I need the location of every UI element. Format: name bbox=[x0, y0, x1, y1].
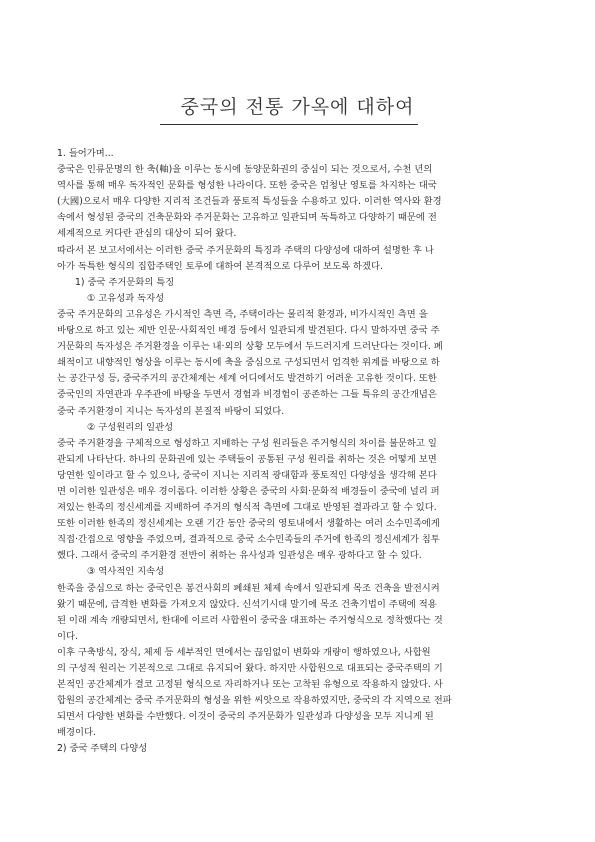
paragraph-line: 중국 주거문화의 고유성은 가시적인 측면 즉, 주택이라는 물리적 환경과, 비가시적인 측면 을 bbox=[57, 308, 428, 320]
paragraph-line: 세계적으로 커다란 관심의 대상이 되어 왔다. bbox=[57, 228, 237, 240]
paragraph-line: 되면서 다양한 변화를 수반했다. 이것이 중국의 주거문화가 일관성과 다양성을 모두 지니게 된 bbox=[57, 711, 434, 723]
paragraph-line: 중국 주거환경을 구체적으로 형성하고 지배하는 구성 원리들은 주거형식의 차이를 불문하고 일 bbox=[57, 437, 437, 449]
paragraph-line: 따라서 본 보고서에서는 이러한 중국 주거문화의 특징과 주택의 다양성에 대하여 설명한 후 나 bbox=[57, 244, 434, 256]
paragraph-line: 된 이래 계속 개량되면서, 한대에 이르러 사합원이 중국을 대표하는 주거형식으로 정착했다는 것 bbox=[57, 614, 443, 626]
item-heading: ② 구성원리의 일관성 bbox=[87, 421, 174, 433]
paragraph-line: 의 구성적 원리는 기본적으로 그대로 유지되어 왔다. 하지만 사합원으로 대표되는 중국주택의 기 bbox=[57, 663, 443, 674]
paragraph-line: 중국인의 자연관과 우주관에 바탕을 두면서 경험과 비경험이 공존하는 그들 특유의 공간개념은 bbox=[57, 389, 437, 401]
item-heading: ③ 역사적인 지속성 bbox=[87, 566, 165, 578]
paragraph-line: 아가 독특한 형식의 집합주택인 토루에 대하여 본격적으로 다루어 보도록 하겠다. bbox=[57, 260, 383, 272]
paragraph-line: 바탕으로 하고 있는 제반 인문·사회적인 배경 등에서 일관되게 발견된다. 다시 말하자면 중국 주 bbox=[57, 325, 440, 337]
paragraph-line: (大國)으로서 매우 다양한 지리적 조건들과 풍토적 특성들을 수용하고 있다. 이러한 역사와 환경 bbox=[57, 196, 442, 208]
paragraph-line: 중국은 인류문명의 한 축(軸)을 이루는 동시에 동양문화권의 중심이 되는 것으로서, 수천 년의 bbox=[57, 164, 433, 176]
paragraph-line: 했다. 그래서 중국의 주거환경 전반이 취하는 유사성과 일관성은 매우 광하다고 할 수 있다. bbox=[57, 550, 422, 562]
paragraph-line: 역사를 통해 매우 독자적인 문화를 형성한 나라이다. 또한 중국은 엄청난 영토를 차지하는 대국 bbox=[57, 180, 437, 192]
paragraph-line: 쇄적이고 내향적인 형상을 이루는 동시에 축을 중심으로 구성되면서 엄격한 위계를 바탕으로 하 bbox=[57, 357, 440, 369]
paragraph-line: 관되게 나타난다. 하나의 문화권에 있는 주택들이 공통된 구성 원리를 취하는 것은 어떻게 보면 bbox=[57, 453, 437, 465]
paragraph-line: 한족을 중심으로 하는 중국인은 봉건사회의 폐쇄된 체제 속에서 일관되게 목조 건축을 발전시켜 bbox=[57, 582, 440, 594]
paragraph-line: 져있는 한족의 정신세계를 지배하여 주거의 형식적 측면에 그대로 반영된 결과라고 할 수 있다. bbox=[57, 502, 437, 514]
paragraph-line: 본적인 공간체계가 결코 고정된 형식으로 자리하거나 또는 고착된 유형으로 작용하지 않았다. 사 bbox=[57, 679, 443, 691]
document-body bbox=[57, 146, 547, 758]
section-heading: 1. 들어가며... bbox=[57, 148, 114, 159]
subsection-heading: 1) 중국 주거문화의 특징 bbox=[75, 276, 175, 288]
paragraph-line: 합원의 공간체계는 중국 주거문화의 형성을 위한 씨앗으로 작용하였지만, 중국의 각 지역으로 전파 bbox=[57, 695, 452, 707]
paragraph-line: 면 이러한 일관성은 매우 경이롭다. 이러한 상황은 중국의 사회·문화적 배경들이 중국에 널리 퍼 bbox=[57, 485, 440, 497]
paragraph-line: 는 공간구성 등, 중국주거의 공간체계는 세계 어디에서도 발견하기 어려운 고유한 것이다. 또한 bbox=[57, 373, 437, 385]
paragraph-line: 또한 이러한 한족의 정신세계는 오랜 기간 동안 중국의 영토내에서 생활하는 여러 소수민족에게 bbox=[57, 518, 440, 530]
paragraph-line: 속에서 형성된 중국의 건축문화와 주거문화는 고유하고 일관되며 독특하고 다양하기 때문에 전 bbox=[57, 212, 437, 224]
paragraph-line: 이후 구축방식, 장식, 체제 등 세부적인 면에서는 끊임없이 변화와 개량이 행하였으나, 사합원 bbox=[57, 646, 431, 658]
section-heading: 2) 중국 주택의 다양성 bbox=[57, 743, 148, 755]
paragraph-line: 거문화의 독자성은 주거환경을 이루는 내·외의 상황 모두에서 두드러지게 드러난다는 것이다. 폐 bbox=[57, 341, 443, 353]
paragraph-line: 당연한 일이라고 할 수 있으나, 중국이 지니는 지리적 광대함과 풍토적인 다양성을 생각해 본다 bbox=[57, 469, 437, 481]
document-title: 중국의 전통 가옥에 대하여 bbox=[180, 96, 415, 118]
paragraph-line: 이다. bbox=[57, 630, 78, 642]
paragraph-line: 직접·간접으로 영향을 주었으며, 결과적으로 중국 소수민족들의 주거에 한족의 정신세계가 침투 bbox=[57, 534, 440, 546]
paragraph-line: 배경이다. bbox=[57, 727, 96, 739]
paragraph-line: 중국 주거환경이 지니는 독자성의 본질적 바탕이 되었다. bbox=[57, 405, 285, 417]
paragraph-line: 왔기 때문에, 급격한 변화를 가져오지 않았다. 신석기시대 말기에 목조 건축기법이 주택에 적용 bbox=[57, 598, 437, 610]
item-heading: ① 고유성과 독자성 bbox=[87, 292, 165, 304]
title-underline bbox=[160, 124, 418, 125]
